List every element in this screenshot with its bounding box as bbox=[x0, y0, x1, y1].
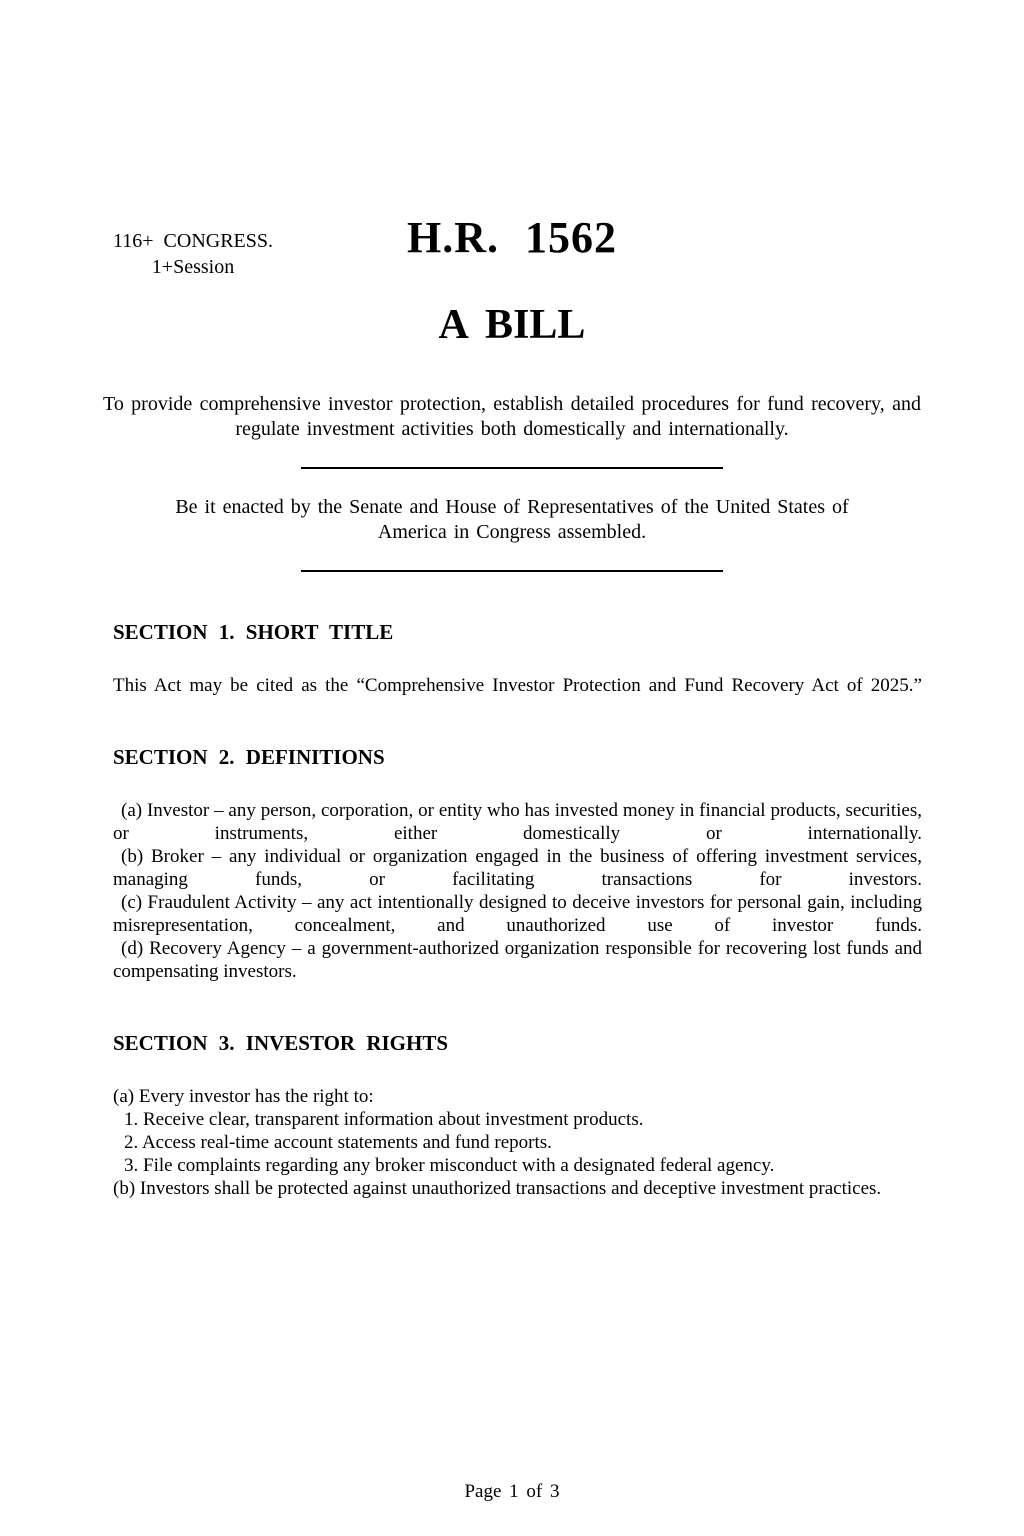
section-1-heading: SECTION 1. SHORT TITLE bbox=[113, 620, 394, 644]
definition-b: (b) Broker – any individual or organization engaged in the business of offering investment services, managing funds, or facilitating transactions for investors. bbox=[113, 846, 922, 890]
section-3-heading: SECTION 3. INVESTOR RIGHTS bbox=[113, 1031, 449, 1055]
document-header bbox=[0, 0, 1024, 278]
definitions-block bbox=[113, 799, 922, 983]
subsection-b: (b) Investors shall be protected against unauthorized transactions and deceptive investment practices. bbox=[113, 1178, 882, 1199]
session-label: 1+Session bbox=[151, 256, 235, 278]
congress-label: 116+ CONGRESS. bbox=[113, 230, 274, 252]
preamble-text: To provide comprehensive investor protection, establish detailed procedures for fund recovery, and regulate investment activities both domestically and internationally. bbox=[103, 393, 921, 440]
enactment-clause: Be it enacted by the Senate and House of Representatives of the United States of America in Congress assembled. bbox=[175, 496, 849, 543]
congress-session-block bbox=[113, 228, 273, 280]
bill-body bbox=[113, 620, 922, 1200]
bill-title: A BILL bbox=[438, 302, 586, 348]
section-1-body: This Act may be cited as the “Comprehensive Investor Protection and Fund Recovery Act of 2025.” bbox=[113, 675, 922, 696]
section-2-heading: SECTION 2. DEFINITIONS bbox=[113, 745, 385, 769]
rights-item-3: 3. File complaints regarding any broker misconduct with a designated federal agency. bbox=[124, 1155, 775, 1176]
definition-d: (d) Recovery Agency – a government-authorized organization responsible for recovering lost funds and compensating investors. bbox=[113, 938, 922, 982]
bill-number: H.R. 1562 bbox=[407, 213, 617, 262]
rights-item-1: 1. Receive clear, transparent information about investment products. bbox=[124, 1109, 644, 1130]
definition-a: (a) Investor – any person, corporation, or entity who has invested money in financial products, securities, or instruments, either domestically or internationally. bbox=[113, 800, 922, 844]
definition-c: (c) Fraudulent Activity – any act intentionally designed to deceive investors for personal gain, including misrepresentation, concealment, and unauthorized use of investor funds. bbox=[113, 892, 922, 936]
investor-rights-block bbox=[113, 1085, 922, 1200]
divider-rule-top bbox=[301, 467, 723, 469]
page-indicator: Page 1 of 3 bbox=[464, 1481, 560, 1502]
rights-item-2: 2. Access real-time account statements and fund reports. bbox=[124, 1132, 552, 1153]
divider-rule-bottom bbox=[301, 570, 723, 572]
rights-intro: (a) Every investor has the right to: bbox=[113, 1086, 374, 1107]
